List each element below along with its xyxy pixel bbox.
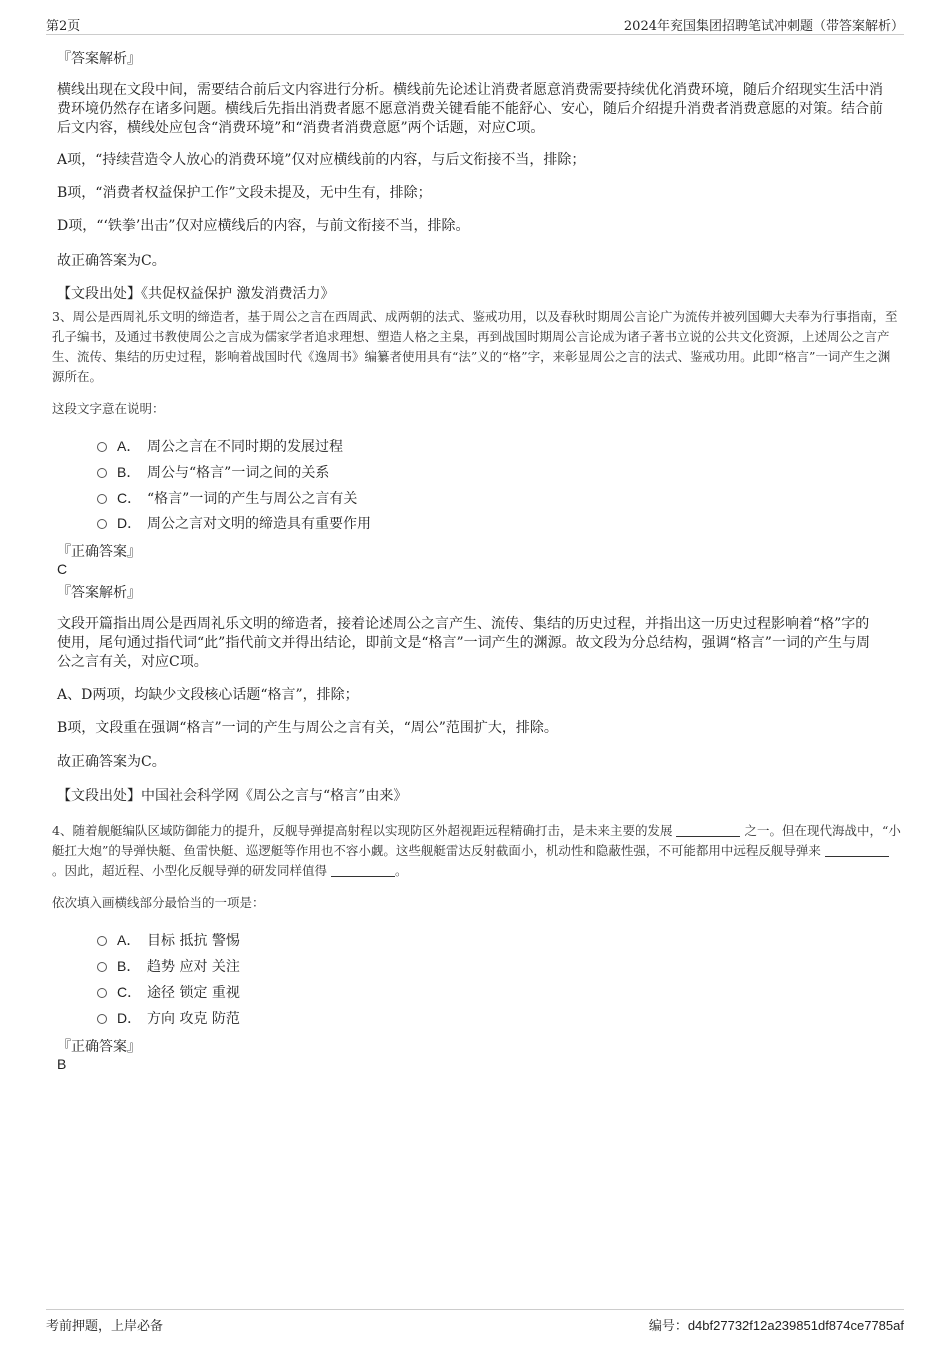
correct-answer: B	[57, 1056, 67, 1072]
document-code: 编号：d4bf27732f12a239851df874ce7785af	[648, 1318, 904, 1334]
question-stem: 3、周公是西周礼乐文明的缔造者，基于周公之言在西周武、成两朝的法式、鉴戒功用，以及春秋时期周公言论广为流传并被列国卿大夫奉为行事指南，至孔子编书，及通过书教使周公之言成为儒家学者追求理想、塑造人格之主臬，再到战国时期周公言论成为诸子著书立说的公共文化资源，上述周公之言产生、流传、集结的历史过程，影响着战国时代《逸周书》编纂者使用具有“法”义的“格”字，来彰显周公之言的法式、鉴戒功用。此即“格言”一词产生之渊源所在。	[52, 309, 898, 384]
page-header	[46, 12, 904, 35]
fill-blank	[331, 864, 395, 877]
question-prompt: 这段文字意在说明：	[52, 401, 165, 416]
analysis-label: 『答案解析』	[57, 585, 141, 601]
analysis-options-ad: A、D两项，均缺少文段核心话题“格言”，排除；	[57, 687, 359, 703]
option-c[interactable]: C． 途径 锁定 重视	[97, 982, 240, 1002]
option-a[interactable]: A． 目标 抵抗 警惕	[97, 930, 240, 950]
conclusion: 故正确答案为C。	[57, 754, 166, 770]
page-number: 第2页	[46, 19, 81, 34]
radio-icon[interactable]	[97, 1014, 107, 1024]
question-prompt: 依次填入画横线部分最恰当的一项是：	[52, 895, 265, 910]
correct-answer-label: 『正确答案』	[57, 1039, 141, 1055]
radio-icon[interactable]	[97, 442, 107, 452]
analysis-paragraph: 横线出现在文段中间，需要结合前后文内容进行分析。横线前先论述让消费者愿意消费需要持续优化消费环境，随后介绍现实生活中消费环境仍然存在诸多问题。横线后先指出消费者愿不愿意消费关键看能不能舒心、安心，随后介绍提升消费者消费意愿的对策。结合前后文内容，横线处应包含“消费环境”和“消费者消费意愿”两个话题，对应C项。	[57, 82, 883, 136]
fill-blank	[676, 824, 740, 837]
correct-answer-label: 『正确答案』	[57, 544, 141, 560]
analysis-option-d: D项，“‘铁拳’出击”仅对应横线后的内容，与前文衔接不当，排除。	[57, 218, 470, 234]
question-stem: 4、随着舰艇编队区域防御能力的提升，反舰导弹提高射程以实现防区外超视距远程精确打击，是未来主要的发展 之一。但在现代海战中，“小艇扛大炮”的导弹快艇、鱼雷快艇、巡逻艇等作用也不容小觑。这些舰艇雷达反射截面小，机动性和隐蔽性强，不可能都用中远程反舰导弹来 。因此，超近程、小型化反舰导弹的研发同样值得 。	[52, 823, 901, 878]
footer-slogan: 考前押题，上岸必备	[46, 1319, 164, 1334]
option-d[interactable]: D． 周公之言对文明的缔造具有重要作用	[97, 513, 371, 533]
source-citation: 【文段出处】中国社会科学网《周公之言与“格言”由来》	[57, 788, 408, 804]
fill-blank	[825, 844, 889, 857]
analysis-option-b: B项，“消费者权益保护工作”文段未提及，无中生有，排除；	[57, 185, 432, 201]
conclusion: 故正确答案为C。	[57, 253, 166, 269]
option-d[interactable]: D． 方向 攻克 防范	[97, 1008, 240, 1028]
radio-icon[interactable]	[97, 936, 107, 946]
document-title: 2024年兖国集团招聘笔试冲刺题（带答案解析）	[623, 19, 904, 34]
radio-icon[interactable]	[97, 962, 107, 972]
source-citation: 【文段出处】《共促权益保护 激发消费活力》	[57, 286, 335, 302]
option-b[interactable]: B． 周公与“格言”一词之间的关系	[97, 462, 329, 482]
radio-icon[interactable]	[97, 468, 107, 478]
page-footer	[46, 1309, 904, 1334]
option-b[interactable]: B． 趋势 应对 关注	[97, 956, 240, 976]
radio-icon[interactable]	[97, 519, 107, 529]
analysis-option-b: B项，文段重在强调“格言”一词的产生与周公之言有关，“周公”范围扩大，排除。	[57, 720, 558, 736]
radio-icon[interactable]	[97, 494, 107, 504]
analysis-option-a: A项，“持续营造令人放心的消费环境”仅对应横线前的内容，与后文衔接不当，排除；	[57, 152, 586, 168]
correct-answer: C	[57, 561, 68, 577]
option-c[interactable]: C． “格言”一词的产生与周公之言有关	[97, 488, 357, 508]
option-a[interactable]: A． 周公之言在不同时期的发展过程	[97, 436, 343, 456]
analysis-paragraph: 文段开篇指出周公是西周礼乐文明的缔造者，接着论述周公之言产生、流传、集结的历史过程，并指出这一历史过程影响着“格”字的使用，尾句通过指代词“此”指代前文并得出结论，即前文是“格言”一词产生的渊源。故文段为分总结构，强调“格言”一词的产生与周公之言有关，对应C项。	[57, 616, 870, 670]
analysis-label: 『答案解析』	[57, 51, 141, 67]
radio-icon[interactable]	[97, 988, 107, 998]
